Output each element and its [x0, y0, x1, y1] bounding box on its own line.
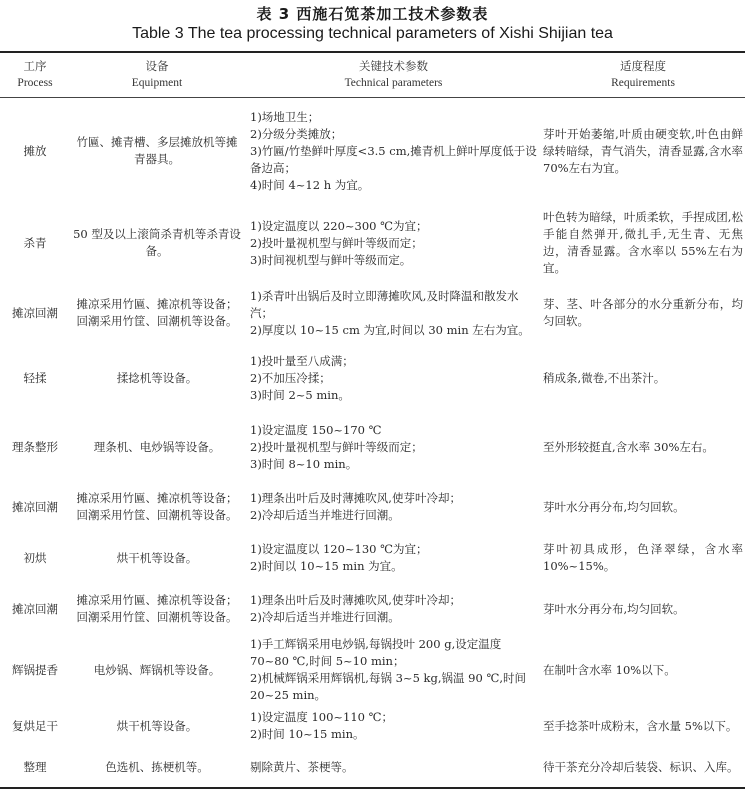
- cell-parameters: [250, 481, 537, 533]
- cell-equipment: [72, 705, 242, 747]
- table-row: [0, 705, 745, 747]
- parameter-item: 3)时间视机型与鲜叶等级而定。: [250, 252, 412, 267]
- cell-parameters: [250, 283, 537, 343]
- parameter-item: 1)手工辉锅采用电炒锅,每锅投叶 200 g,设定温度 70~80 ℃,时间 5~10 min；: [250, 637, 502, 668]
- parameters-list: [250, 109, 537, 194]
- process-name: 摊凉回潮: [12, 305, 58, 320]
- table-row: [0, 747, 745, 787]
- parameter-item: 3)时间 2~5 min。: [250, 387, 350, 402]
- table-bottom-rule: [0, 787, 745, 789]
- header-process-en: Process: [17, 77, 53, 89]
- table-row: [0, 99, 745, 203]
- cell-parameters: [250, 583, 537, 635]
- table-row: [0, 343, 745, 413]
- cell-requirements: [543, 481, 743, 533]
- parameter-item: 1)投叶量至八成满；: [250, 353, 354, 368]
- process-name: 轻揉: [23, 370, 47, 385]
- parameters-list: [250, 636, 537, 704]
- parameters-list: [250, 490, 461, 524]
- table-row: [0, 635, 745, 705]
- equipment-text: 理条机、电炒锅等设备。: [93, 439, 221, 454]
- parameters-list: [250, 422, 423, 473]
- table-header-rule: [0, 97, 745, 98]
- requirements-text: 芽叶开始萎缩,叶质由硬变软,叶色由鲜绿转暗绿，青气消失，清香显露,含水率 70%左右为宜。: [543, 126, 743, 175]
- header-parameters-en: Technical parameters: [344, 77, 443, 89]
- parameters-list: [250, 288, 537, 339]
- cell-requirements: [543, 747, 743, 787]
- cell-parameters: [250, 635, 537, 705]
- process-name: 摊凉回潮: [12, 499, 58, 514]
- parameter-item: 1)理条出叶后及时薄摊吹风,使芽叶冷却；: [250, 593, 461, 607]
- cell-equipment: [72, 583, 242, 635]
- cell-parameters: [250, 747, 537, 787]
- header-process-cn: 工序: [23, 59, 47, 73]
- table-caption-cn: 表 3 西施石笕茶加工技术参数表: [256, 5, 489, 23]
- parameter-item: 1)设定温度 150~170 ℃: [250, 422, 382, 437]
- cell-parameters: [250, 203, 537, 283]
- process-name: 摊放: [23, 143, 47, 158]
- cell-equipment: [72, 343, 242, 413]
- cell-process: [0, 203, 70, 283]
- cell-parameters: [250, 533, 537, 583]
- equipment-text: 揉捻机等设备。: [116, 370, 198, 385]
- header-equipment-en: Equipment: [131, 77, 183, 89]
- parameter-item: 2)机械辉锅采用辉锅机,每锅 3~5 kg,锅温 90 ℃,时间 20~25 min。: [250, 671, 526, 702]
- equipment-text: 竹匾、摊青槽、多层摊放机等摊青器具。: [76, 135, 238, 166]
- parameter-item: 2)冷却后适当并堆进行回潮。: [250, 508, 400, 522]
- requirements-text: 芽叶初具成形，色泽翠绿，含水率 10%~15%。: [543, 542, 743, 573]
- parameters-list: [250, 541, 428, 575]
- equipment-text: 摊凉采用竹匾、摊凉机等设备；回潮采用竹筐、回潮机等设备。: [76, 593, 238, 624]
- header-process: [0, 58, 70, 92]
- cell-requirements: [543, 203, 743, 283]
- cell-process: [0, 343, 70, 413]
- table-row: [0, 413, 745, 481]
- requirements-text: 芽、茎、叶各部分的水分重新分布，均匀回软。: [543, 297, 743, 328]
- requirements-text: 待干茶充分冷却后装袋、标识、入库。: [543, 759, 739, 774]
- parameter-item: 1)杀青叶出锅后及时立即薄摊吹风,及时降温和散发水汽；: [250, 288, 519, 320]
- cell-process: [0, 533, 70, 583]
- cell-requirements: [543, 99, 743, 203]
- process-name: 杀青: [23, 235, 47, 250]
- cell-process: [0, 635, 70, 705]
- equipment-text: 烘干机等设备。: [116, 550, 198, 565]
- cell-equipment: [72, 413, 242, 481]
- header-parameters: [250, 58, 537, 92]
- header-equipment-cn: 设备: [145, 59, 169, 73]
- parameters-list: [250, 709, 393, 743]
- header-requirements: [543, 58, 743, 92]
- parameters-list: [250, 218, 428, 269]
- table-row: [0, 203, 745, 283]
- process-name: 复烘足干: [12, 718, 58, 733]
- parameter-item: 2)不加压冷揉；: [250, 370, 331, 385]
- cell-equipment: [72, 635, 242, 705]
- cell-equipment: [72, 283, 242, 343]
- table-row: [0, 481, 745, 533]
- cell-parameters: [250, 413, 537, 481]
- equipment-text: 色选机、拣梗机等。: [105, 759, 209, 774]
- cell-requirements: [543, 283, 743, 343]
- requirements-text: 至外形较挺直,含水率 30%左右。: [543, 439, 714, 454]
- cell-process: [0, 481, 70, 533]
- table-top-rule: [0, 51, 745, 53]
- table-row: [0, 583, 745, 635]
- equipment-text: 摊凉采用竹匾、摊凉机等设备；回潮采用竹筐、回潮机等设备。: [76, 491, 238, 522]
- process-name: 辉锅提香: [12, 662, 58, 677]
- requirements-text: 至手捻茶叶成粉末，含水量 5%以下。: [543, 718, 738, 733]
- cell-equipment: [72, 481, 242, 533]
- cell-requirements: [543, 343, 743, 413]
- parameters-list: [250, 353, 354, 404]
- process-name: 初烘: [23, 550, 47, 565]
- parameter-item: 1)设定温度 100~110 ℃；: [250, 710, 394, 724]
- parameter-item: 2)厚度以 10~15 cm 为宜,时间以 30 min 左右为宜。: [250, 322, 530, 337]
- parameter-item: 2)冷却后适当并堆进行回潮。: [250, 610, 400, 624]
- equipment-text: 摊凉采用竹匾、摊凉机等设备；回潮采用竹筐、回潮机等设备。: [76, 297, 238, 328]
- cell-process: [0, 747, 70, 787]
- parameter-item: 剔除黄片、茶梗等。: [250, 759, 354, 774]
- process-name: 理条整形: [12, 439, 58, 454]
- parameter-item: 3)竹匾/竹垫鲜叶厚度<3.5 cm,摊青机上鲜叶厚度低于设备边高；: [250, 143, 537, 175]
- header-requirements-cn: 适度程度: [620, 59, 666, 73]
- equipment-text: 50 型及以上滚筒杀青机等杀青设备。: [73, 227, 241, 258]
- cell-parameters: [250, 99, 537, 203]
- cell-parameters: [250, 343, 537, 413]
- parameters-list: [250, 759, 354, 776]
- parameter-item: 2)投叶量视机型与鲜叶等级而定；: [250, 439, 423, 454]
- equipment-text: 烘干机等设备。: [116, 718, 198, 733]
- cell-requirements: [543, 635, 743, 705]
- parameter-item: 2)时间 10~15 min。: [250, 727, 365, 741]
- cell-process: [0, 283, 70, 343]
- header-equipment: [72, 58, 242, 92]
- header-requirements-en: Requirements: [611, 77, 675, 89]
- cell-equipment: [72, 747, 242, 787]
- parameters-list: [250, 592, 461, 626]
- parameter-item: 1)理条出叶后及时薄摊吹风,使芽叶冷却；: [250, 491, 461, 505]
- cell-process: [0, 413, 70, 481]
- parameter-item: 4)时间 4~12 h 为宜。: [250, 177, 370, 192]
- parameter-item: 1)场地卫生；: [250, 109, 320, 124]
- parameter-item: 1)设定温度以 220~300 ℃为宜；: [250, 218, 428, 233]
- requirements-text: 芽叶水分再分布,均匀回软。: [543, 601, 685, 616]
- table-row: [0, 533, 745, 583]
- requirements-text: 在制叶含水率 10%以下。: [543, 662, 676, 677]
- requirements-text: 稍成条,微卷,不出茶汁。: [543, 370, 666, 385]
- process-name: 摊凉回潮: [12, 601, 58, 616]
- cell-equipment: [72, 533, 242, 583]
- cell-equipment: [72, 203, 242, 283]
- process-name: 整理: [23, 759, 47, 774]
- parameter-item: 2)分级分类摊放；: [250, 126, 343, 141]
- table-caption-en: Table 3 The tea processing technical parameters of Xishi Shijian tea: [132, 25, 613, 42]
- cell-process: [0, 705, 70, 747]
- requirements-text: 叶色转为暗绿，叶质柔软，手捏成团,松手能自然弹开,微扎手,无生青、无焦边，清香显露。含水率以 55%左右为宜。: [543, 210, 743, 275]
- cell-equipment: [72, 99, 242, 203]
- cell-requirements: [543, 583, 743, 635]
- parameter-item: 3)时间 8~10 min。: [250, 456, 358, 471]
- cell-requirements: [543, 533, 743, 583]
- cell-process: [0, 99, 70, 203]
- header-parameters-cn: 关键技术参数: [359, 59, 428, 73]
- cell-requirements: [543, 705, 743, 747]
- parameter-item: 1)设定温度以 120~130 ℃为宜；: [250, 542, 428, 556]
- parameter-item: 2)时间以 10~15 min 为宜。: [250, 559, 403, 573]
- equipment-text: 电炒锅、辉锅机等设备。: [93, 662, 221, 677]
- requirements-text: 芽叶水分再分布,均匀回软。: [543, 499, 685, 514]
- table-row: [0, 283, 745, 343]
- parameter-item: 2)投叶量视机型与鲜叶等级而定；: [250, 235, 423, 250]
- cell-process: [0, 583, 70, 635]
- cell-parameters: [250, 705, 537, 747]
- cell-requirements: [543, 413, 743, 481]
